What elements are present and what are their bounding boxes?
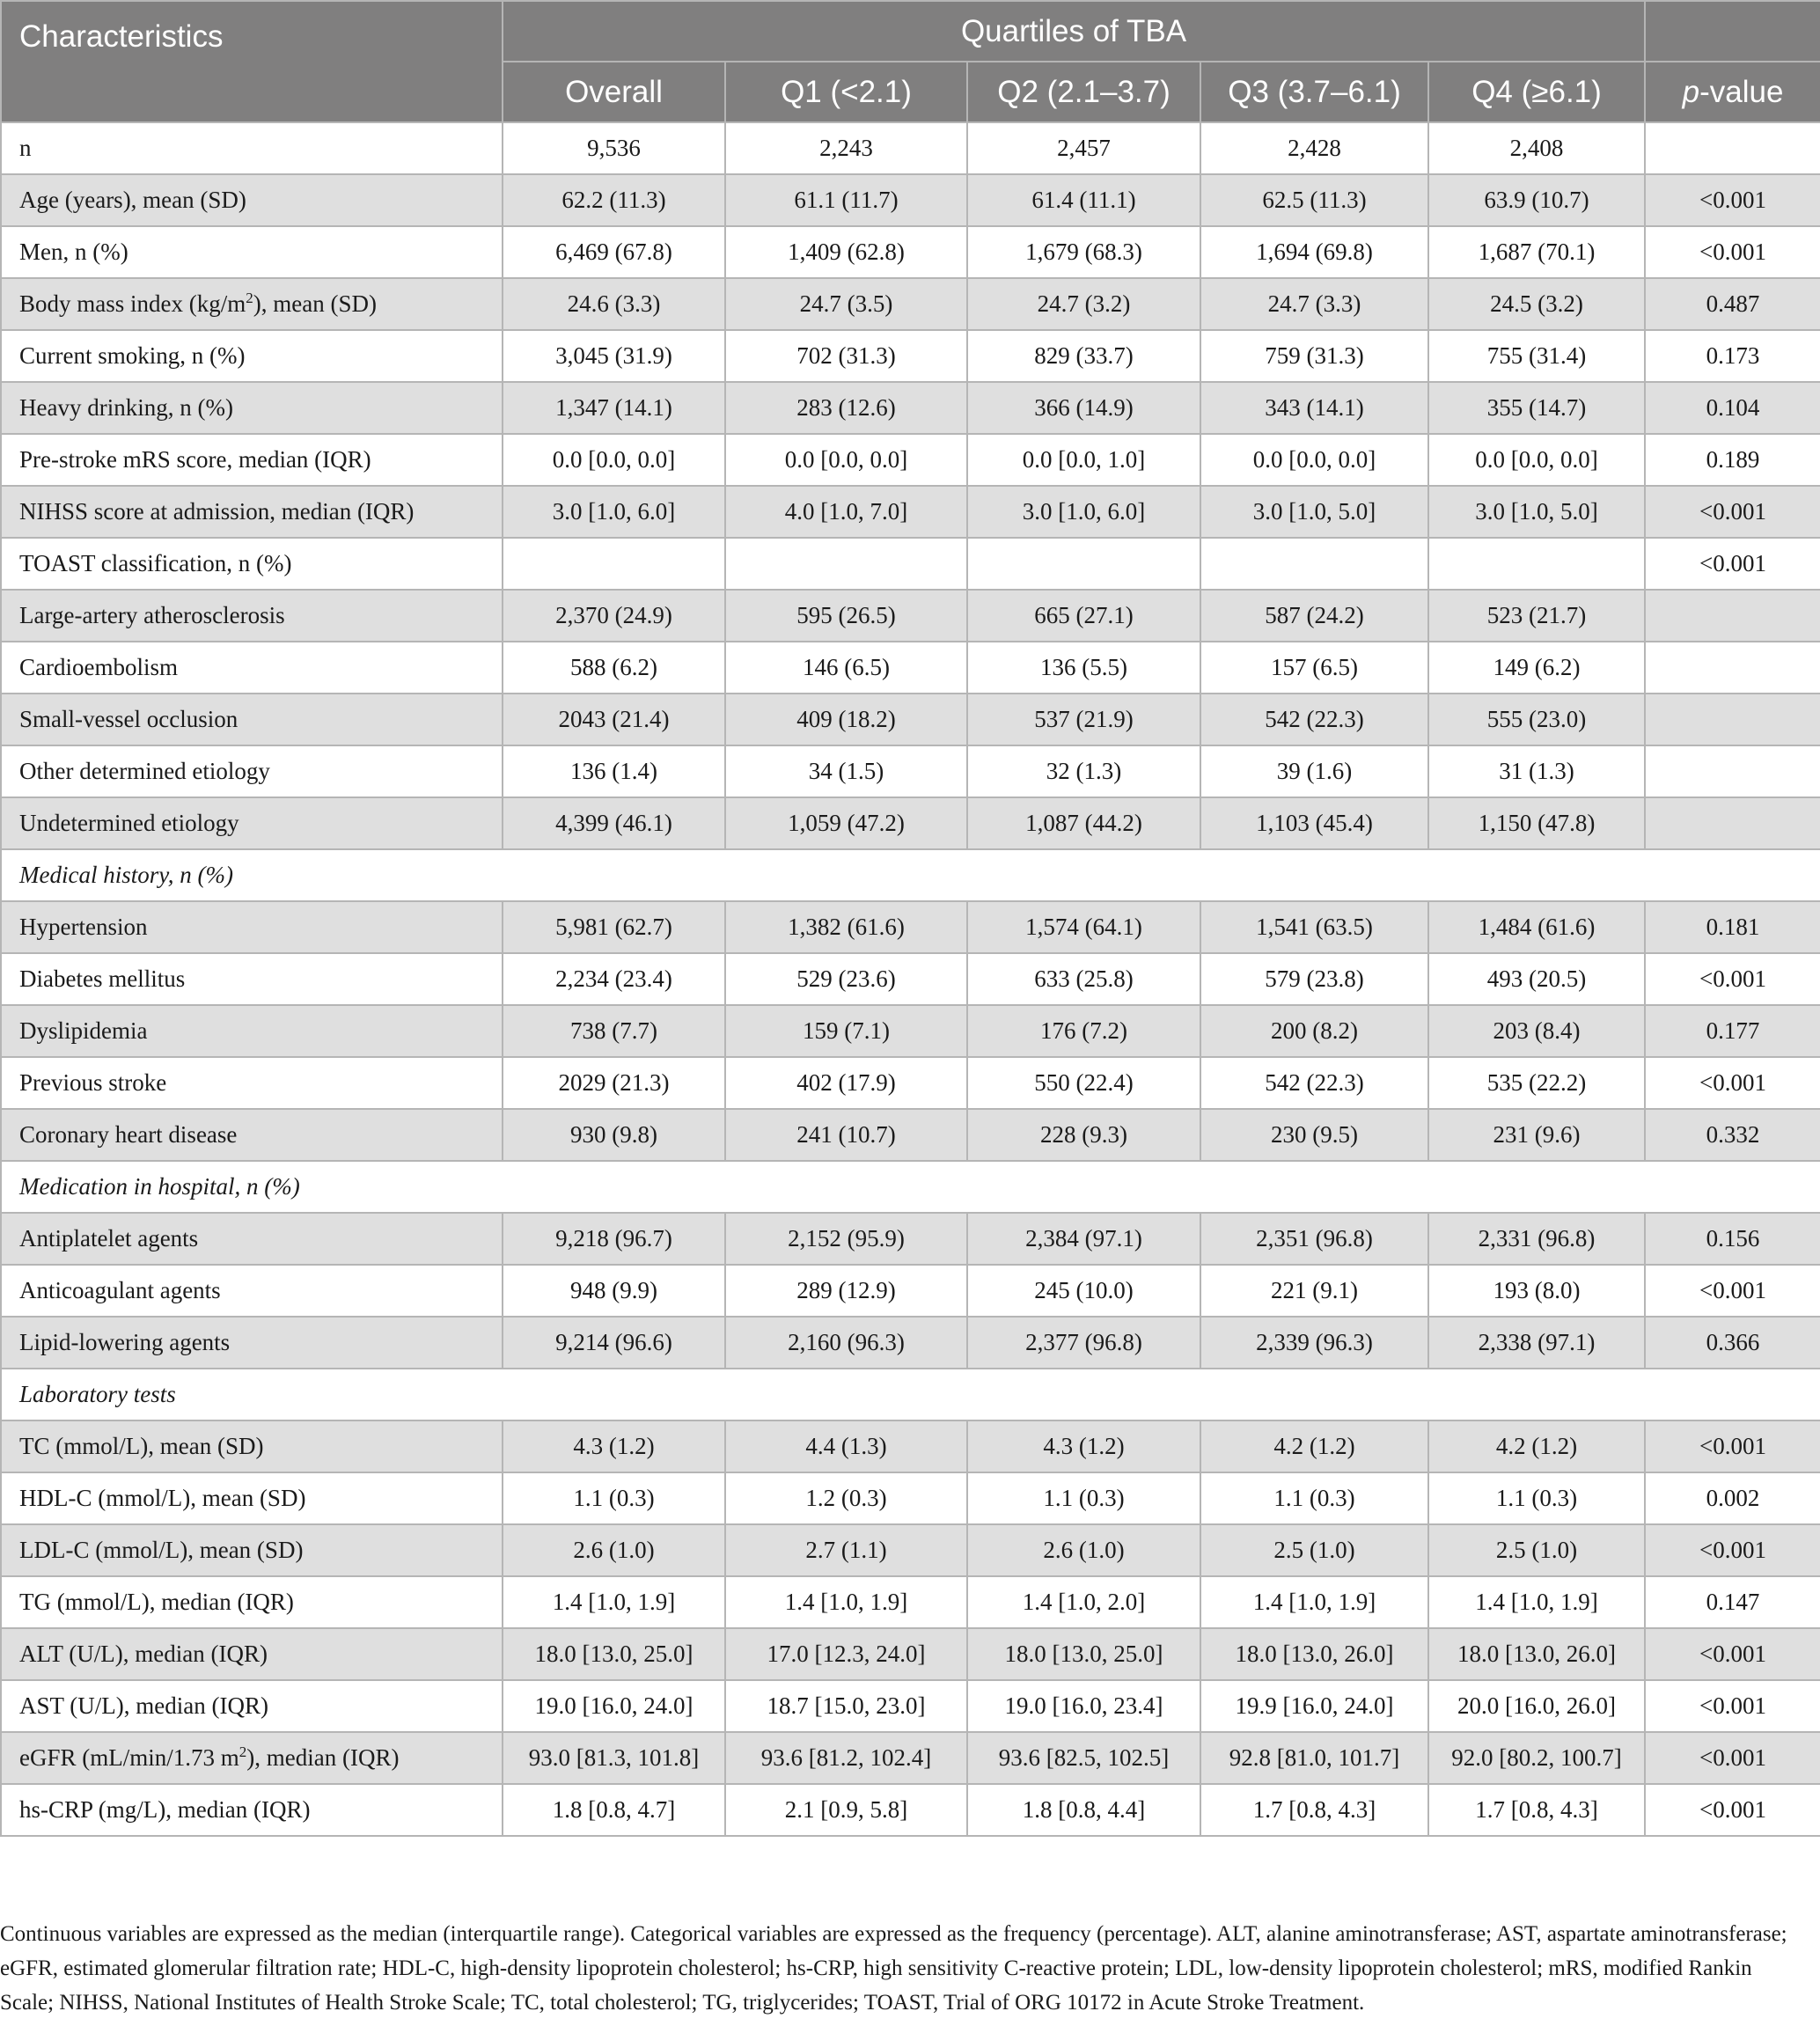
cell-q1: 18.7 [15.0, 23.0] [725, 1680, 967, 1732]
cell-q1: 4.0 [1.0, 7.0] [725, 486, 967, 538]
table-row [1, 1265, 1820, 1317]
cell-overall: 1.1 (0.3) [503, 1472, 725, 1524]
cell-q3: 62.5 (11.3) [1200, 174, 1428, 226]
cell-pvalue: 0.189 [1645, 434, 1820, 486]
cell-q2: 245 (10.0) [967, 1265, 1200, 1317]
table-row [1, 1524, 1820, 1576]
row-label: TC (mmol/L), mean (SD) [1, 1420, 503, 1472]
table-row [1, 797, 1820, 849]
cell-q4: 355 (14.7) [1428, 382, 1645, 434]
row-label: AST (U/L), median (IQR) [1, 1680, 503, 1732]
cell-q4: 1.7 [0.8, 4.3] [1428, 1784, 1645, 1836]
cell-q2: 2.6 (1.0) [967, 1524, 1200, 1576]
cell-q1: 61.1 (11.7) [725, 174, 967, 226]
cell-pvalue [1645, 642, 1820, 694]
cell-q3: 2,428 [1200, 122, 1428, 174]
cell-q2: 633 (25.8) [967, 953, 1200, 1005]
cell-overall: 1.4 [1.0, 1.9] [503, 1576, 725, 1628]
cell-q3: 24.7 (3.3) [1200, 278, 1428, 330]
cell-q2 [967, 538, 1200, 590]
row-label: Men, n (%) [1, 226, 503, 278]
table-row [1, 953, 1820, 1005]
row-label: Heavy drinking, n (%) [1, 382, 503, 434]
table-header [1, 1, 1820, 122]
cell-q3 [1200, 538, 1428, 590]
cell-pvalue: 0.147 [1645, 1576, 1820, 1628]
cell-overall: 62.2 (11.3) [503, 174, 725, 226]
cell-q2: 665 (27.1) [967, 590, 1200, 642]
section-row [1, 1161, 1820, 1213]
section-row [1, 1369, 1820, 1420]
cell-overall: 930 (9.8) [503, 1109, 725, 1161]
cell-pvalue: 0.156 [1645, 1213, 1820, 1265]
cell-q2: 176 (7.2) [967, 1005, 1200, 1057]
cell-q2: 537 (21.9) [967, 694, 1200, 745]
cell-q3: 221 (9.1) [1200, 1265, 1428, 1317]
cell-pvalue: 0.366 [1645, 1317, 1820, 1369]
row-label: LDL-C (mmol/L), mean (SD) [1, 1524, 503, 1576]
header-characteristics: Characteristics [1, 1, 503, 122]
header-group-title: Quartiles of TBA [503, 1, 1645, 62]
cell-q3: 759 (31.3) [1200, 330, 1428, 382]
row-label: ALT (U/L), median (IQR) [1, 1628, 503, 1680]
cell-q1: 159 (7.1) [725, 1005, 967, 1057]
cell-q3: 1,694 (69.8) [1200, 226, 1428, 278]
cell-overall: 9,214 (96.6) [503, 1317, 725, 1369]
cell-q2: 366 (14.9) [967, 382, 1200, 434]
row-label: Pre-stroke mRS score, median (IQR) [1, 434, 503, 486]
table-row [1, 1732, 1820, 1784]
cell-q3: 200 (8.2) [1200, 1005, 1428, 1057]
table-row [1, 1109, 1820, 1161]
cell-q1: 702 (31.3) [725, 330, 967, 382]
cell-q3: 579 (23.8) [1200, 953, 1428, 1005]
cell-overall: 4.3 (1.2) [503, 1420, 725, 1472]
header-col-q1: Q1 (<2.1) [725, 62, 967, 122]
table-row [1, 174, 1820, 226]
cell-q1: 34 (1.5) [725, 745, 967, 797]
table-row [1, 122, 1820, 174]
table-body [1, 122, 1820, 1836]
cell-q4: 523 (21.7) [1428, 590, 1645, 642]
cell-q1: 1.2 (0.3) [725, 1472, 967, 1524]
cell-pvalue: 0.177 [1645, 1005, 1820, 1057]
cell-q1: 93.6 [81.2, 102.4] [725, 1732, 967, 1784]
cell-q3: 0.0 [0.0, 0.0] [1200, 434, 1428, 486]
cell-q3: 1,103 (45.4) [1200, 797, 1428, 849]
cell-pvalue [1645, 694, 1820, 745]
row-label: Lipid-lowering agents [1, 1317, 503, 1369]
table-row [1, 1420, 1820, 1472]
table-row [1, 745, 1820, 797]
cell-q4: 149 (6.2) [1428, 642, 1645, 694]
cell-q3: 542 (22.3) [1200, 694, 1428, 745]
table-row [1, 1680, 1820, 1732]
cell-q1: 241 (10.7) [725, 1109, 967, 1161]
cell-q2: 1,087 (44.2) [967, 797, 1200, 849]
cell-pvalue [1645, 745, 1820, 797]
pvalue-p: p [1682, 74, 1700, 109]
cell-overall: 5,981 (62.7) [503, 901, 725, 953]
cell-q1: 17.0 [12.3, 24.0] [725, 1628, 967, 1680]
table-footnote: Continuous variables are expressed as the median (interquartile range). Categorical variables are expressed as the frequency (percentage). ALT, alanine aminotransferase; AST, aspartate aminotransferase; eGFR, estimated glomerular filtration rate; HDL-C, high-density lipoprotein cholesterol; hs-CRP, high sensitivity C-reactive protein; LDL, low-density lipoprotein cholesterol; mRS, modified Rankin Scale; NIHSS, National Institutes of Health Stroke Scale; TC, total cholesterol; TG, triglycerides; TOAST, Trial of ORG 10172 in Acute Stroke Treatment. [0, 1922, 1787, 2015]
cell-q4: 63.9 (10.7) [1428, 174, 1645, 226]
row-label: Antiplatelet agents [1, 1213, 503, 1265]
cell-pvalue: 0.002 [1645, 1472, 1820, 1524]
cell-pvalue: <0.001 [1645, 486, 1820, 538]
row-label: HDL-C (mmol/L), mean (SD) [1, 1472, 503, 1524]
table-row [1, 1213, 1820, 1265]
cell-overall: 136 (1.4) [503, 745, 725, 797]
cell-q3: 587 (24.2) [1200, 590, 1428, 642]
cell-q4: 1,687 (70.1) [1428, 226, 1645, 278]
cell-q2: 2,384 (97.1) [967, 1213, 1200, 1265]
row-label: Previous stroke [1, 1057, 503, 1109]
cell-pvalue: <0.001 [1645, 1524, 1820, 1576]
cell-q1: 2,243 [725, 122, 967, 174]
cell-q4: 0.0 [0.0, 0.0] [1428, 434, 1645, 486]
cell-q2: 136 (5.5) [967, 642, 1200, 694]
cell-pvalue: <0.001 [1645, 174, 1820, 226]
cell-overall: 2043 (21.4) [503, 694, 725, 745]
cell-q2: 2,457 [967, 122, 1200, 174]
cell-q1: 1,382 (61.6) [725, 901, 967, 953]
cell-overall: 93.0 [81.3, 101.8] [503, 1732, 725, 1784]
row-label: hs-CRP (mg/L), median (IQR) [1, 1784, 503, 1836]
cell-q1: 24.7 (3.5) [725, 278, 967, 330]
table-row [1, 1057, 1820, 1109]
cell-q1: 409 (18.2) [725, 694, 967, 745]
table-row [1, 1472, 1820, 1524]
cell-q3: 1.7 [0.8, 4.3] [1200, 1784, 1428, 1836]
table-row [1, 1317, 1820, 1369]
cell-pvalue: <0.001 [1645, 1420, 1820, 1472]
table-row [1, 901, 1820, 953]
cell-pvalue: <0.001 [1645, 538, 1820, 590]
cell-overall: 9,218 (96.7) [503, 1213, 725, 1265]
cell-overall: 588 (6.2) [503, 642, 725, 694]
cell-overall: 2,370 (24.9) [503, 590, 725, 642]
cell-pvalue: <0.001 [1645, 1680, 1820, 1732]
cell-q2: 1,679 (68.3) [967, 226, 1200, 278]
cell-pvalue: <0.001 [1645, 1265, 1820, 1317]
cell-overall: 3.0 [1.0, 6.0] [503, 486, 725, 538]
cell-q4: 1.1 (0.3) [1428, 1472, 1645, 1524]
cell-pvalue: 0.181 [1645, 901, 1820, 953]
cell-q1: 2,152 (95.9) [725, 1213, 967, 1265]
row-label-superscript: 2 [239, 1743, 247, 1760]
header-col-pvalue [1645, 62, 1820, 122]
cell-q1: 2.7 (1.1) [725, 1524, 967, 1576]
cell-q2: 1.4 [1.0, 2.0] [967, 1576, 1200, 1628]
row-label: NIHSS score at admission, median (IQR) [1, 486, 503, 538]
cell-overall: 4,399 (46.1) [503, 797, 725, 849]
section-label: Medication in hospital, n (%) [1, 1161, 1820, 1213]
cell-q3: 19.9 [16.0, 24.0] [1200, 1680, 1428, 1732]
row-label: Age (years), mean (SD) [1, 174, 503, 226]
cell-overall: 2.6 (1.0) [503, 1524, 725, 1576]
cell-pvalue: <0.001 [1645, 226, 1820, 278]
row-label: Dyslipidemia [1, 1005, 503, 1057]
cell-pvalue [1645, 122, 1820, 174]
row-label-text: eGFR (mL/min/1.73 m [19, 1744, 239, 1771]
cell-overall: 2,234 (23.4) [503, 953, 725, 1005]
row-label: Anticoagulant agents [1, 1265, 503, 1317]
cell-q3: 1.4 [1.0, 1.9] [1200, 1576, 1428, 1628]
cell-overall: 1,347 (14.1) [503, 382, 725, 434]
cell-q2: 61.4 (11.1) [967, 174, 1200, 226]
cell-q3: 157 (6.5) [1200, 642, 1428, 694]
table-row [1, 278, 1820, 330]
row-label-text: Body mass index (kg/m [19, 290, 246, 317]
cell-q4: 2,408 [1428, 122, 1645, 174]
row-label: Diabetes mellitus [1, 953, 503, 1005]
cell-q2: 228 (9.3) [967, 1109, 1200, 1161]
cell-q2: 550 (22.4) [967, 1057, 1200, 1109]
cell-q1: 0.0 [0.0, 0.0] [725, 434, 967, 486]
header-col-overall: Overall [503, 62, 725, 122]
cell-q4: 231 (9.6) [1428, 1109, 1645, 1161]
cell-q3: 2.5 (1.0) [1200, 1524, 1428, 1576]
header-empty-cell [1645, 1, 1820, 62]
cell-pvalue: 0.332 [1645, 1109, 1820, 1161]
cell-q3: 542 (22.3) [1200, 1057, 1428, 1109]
cell-q4: 92.0 [80.2, 100.7] [1428, 1732, 1645, 1784]
cell-q4: 1,484 (61.6) [1428, 901, 1645, 953]
table-row [1, 694, 1820, 745]
row-label: Current smoking, n (%) [1, 330, 503, 382]
cell-overall: 738 (7.7) [503, 1005, 725, 1057]
cell-q4: 4.2 (1.2) [1428, 1420, 1645, 1472]
row-label: Small-vessel occlusion [1, 694, 503, 745]
cell-q2: 19.0 [16.0, 23.4] [967, 1680, 1200, 1732]
cell-q4: 20.0 [16.0, 26.0] [1428, 1680, 1645, 1732]
cell-overall: 0.0 [0.0, 0.0] [503, 434, 725, 486]
cell-q2: 32 (1.3) [967, 745, 1200, 797]
cell-q3: 230 (9.5) [1200, 1109, 1428, 1161]
table-row [1, 330, 1820, 382]
cell-q3: 39 (1.6) [1200, 745, 1428, 797]
cell-q2: 3.0 [1.0, 6.0] [967, 486, 1200, 538]
cell-q4 [1428, 538, 1645, 590]
cell-q4: 193 (8.0) [1428, 1265, 1645, 1317]
table-row [1, 642, 1820, 694]
cell-pvalue: <0.001 [1645, 1732, 1820, 1784]
row-label [1, 1732, 503, 1784]
cell-q1: 402 (17.9) [725, 1057, 967, 1109]
table-row [1, 590, 1820, 642]
cell-pvalue [1645, 590, 1820, 642]
cell-q4: 535 (22.2) [1428, 1057, 1645, 1109]
cell-q4: 2.5 (1.0) [1428, 1524, 1645, 1576]
cell-q2: 1.1 (0.3) [967, 1472, 1200, 1524]
row-label: Hypertension [1, 901, 503, 953]
cell-overall: 19.0 [16.0, 24.0] [503, 1680, 725, 1732]
section-label: Laboratory tests [1, 1369, 1820, 1420]
table-row [1, 538, 1820, 590]
row-label-superscript: 2 [246, 290, 253, 306]
cell-pvalue: <0.001 [1645, 1784, 1820, 1836]
pvalue-rest: -value [1699, 74, 1784, 109]
cell-q1: 1,409 (62.8) [725, 226, 967, 278]
cell-pvalue: 0.487 [1645, 278, 1820, 330]
cell-pvalue [1645, 797, 1820, 849]
cell-overall [503, 538, 725, 590]
table-row [1, 486, 1820, 538]
cell-q1: 1,059 (47.2) [725, 797, 967, 849]
header-col-q4: Q4 (≥6.1) [1428, 62, 1645, 122]
cell-q1: 595 (26.5) [725, 590, 967, 642]
cell-pvalue: <0.001 [1645, 953, 1820, 1005]
header-col-q3: Q3 (3.7–6.1) [1200, 62, 1428, 122]
cell-q2: 0.0 [0.0, 1.0] [967, 434, 1200, 486]
cell-q3: 3.0 [1.0, 5.0] [1200, 486, 1428, 538]
cell-q2: 829 (33.7) [967, 330, 1200, 382]
row-label: n [1, 122, 503, 174]
row-label: TOAST classification, n (%) [1, 538, 503, 590]
row-label [1, 278, 503, 330]
cell-q3: 2,351 (96.8) [1200, 1213, 1428, 1265]
table-row [1, 382, 1820, 434]
cell-overall: 18.0 [13.0, 25.0] [503, 1628, 725, 1680]
cell-q2: 2,377 (96.8) [967, 1317, 1200, 1369]
row-label: Other determined etiology [1, 745, 503, 797]
cell-q4: 203 (8.4) [1428, 1005, 1645, 1057]
cell-q3: 343 (14.1) [1200, 382, 1428, 434]
table-row [1, 434, 1820, 486]
cell-q2: 1,574 (64.1) [967, 901, 1200, 953]
cell-overall: 6,469 (67.8) [503, 226, 725, 278]
cell-q1 [725, 538, 967, 590]
row-label: Large-artery atherosclerosis [1, 590, 503, 642]
cell-pvalue: <0.001 [1645, 1628, 1820, 1680]
section-label: Medical history, n (%) [1, 849, 1820, 901]
table-row [1, 1576, 1820, 1628]
cell-q2: 1.8 [0.8, 4.4] [967, 1784, 1200, 1836]
table-row [1, 1784, 1820, 1836]
cell-overall: 948 (9.9) [503, 1265, 725, 1317]
header-col-q2: Q2 (2.1–3.7) [967, 62, 1200, 122]
cell-q4: 493 (20.5) [1428, 953, 1645, 1005]
cell-q2: 4.3 (1.2) [967, 1420, 1200, 1472]
cell-q3: 1.1 (0.3) [1200, 1472, 1428, 1524]
cell-q4: 555 (23.0) [1428, 694, 1645, 745]
cell-overall: 1.8 [0.8, 4.7] [503, 1784, 725, 1836]
row-label: TG (mmol/L), median (IQR) [1, 1576, 503, 1628]
cell-q4: 24.5 (3.2) [1428, 278, 1645, 330]
cell-pvalue: <0.001 [1645, 1057, 1820, 1109]
row-label: Undetermined etiology [1, 797, 503, 849]
cell-overall: 3,045 (31.9) [503, 330, 725, 382]
cell-overall: 24.6 (3.3) [503, 278, 725, 330]
row-label-suffix: ), median (IQR) [246, 1744, 400, 1771]
cell-q2: 93.6 [82.5, 102.5] [967, 1732, 1200, 1784]
table-row [1, 226, 1820, 278]
cell-q4: 2,331 (96.8) [1428, 1213, 1645, 1265]
cell-q3: 2,339 (96.3) [1200, 1317, 1428, 1369]
row-label-suffix: ), mean (SD) [253, 290, 377, 317]
table-row [1, 1005, 1820, 1057]
cell-q3: 1,541 (63.5) [1200, 901, 1428, 953]
cell-q1: 4.4 (1.3) [725, 1420, 967, 1472]
cell-q4: 18.0 [13.0, 26.0] [1428, 1628, 1645, 1680]
cell-q4: 1.4 [1.0, 1.9] [1428, 1576, 1645, 1628]
cell-q4: 755 (31.4) [1428, 330, 1645, 382]
cell-q1: 529 (23.6) [725, 953, 967, 1005]
cell-overall: 2029 (21.3) [503, 1057, 725, 1109]
table-row [1, 1628, 1820, 1680]
cell-q4: 2,338 (97.1) [1428, 1317, 1645, 1369]
cell-q1: 289 (12.9) [725, 1265, 967, 1317]
cell-q1: 146 (6.5) [725, 642, 967, 694]
cell-q4: 31 (1.3) [1428, 745, 1645, 797]
cell-q3: 4.2 (1.2) [1200, 1420, 1428, 1472]
cell-q4: 3.0 [1.0, 5.0] [1428, 486, 1645, 538]
row-label: Cardioembolism [1, 642, 503, 694]
cell-q1: 1.4 [1.0, 1.9] [725, 1576, 967, 1628]
cell-overall: 9,536 [503, 122, 725, 174]
cell-q4: 1,150 (47.8) [1428, 797, 1645, 849]
cell-q1: 283 (12.6) [725, 382, 967, 434]
cell-q1: 2.1 [0.9, 5.8] [725, 1784, 967, 1836]
cell-q1: 2,160 (96.3) [725, 1317, 967, 1369]
cell-q3: 18.0 [13.0, 26.0] [1200, 1628, 1428, 1680]
cell-q2: 24.7 (3.2) [967, 278, 1200, 330]
row-label: Coronary heart disease [1, 1109, 503, 1161]
section-row [1, 849, 1820, 901]
cell-q3: 92.8 [81.0, 101.7] [1200, 1732, 1428, 1784]
cell-q2: 18.0 [13.0, 25.0] [967, 1628, 1200, 1680]
cell-pvalue: 0.173 [1645, 330, 1820, 382]
cell-pvalue: 0.104 [1645, 382, 1820, 434]
